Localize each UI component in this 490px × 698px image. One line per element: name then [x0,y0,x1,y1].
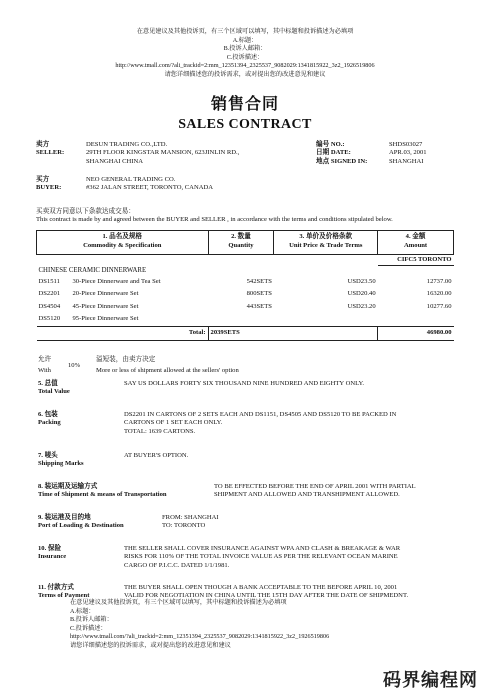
contract-no-label: 编号 NO.: [316,141,345,148]
agreement-text [36,208,466,225]
item-qty: 542SETS [246,277,272,285]
contract-meta-labels [316,141,386,166]
total-row [37,327,454,341]
seller-label-cn: 卖方 [36,141,50,148]
notice-line: A.标题： [232,36,258,44]
seller-address: 29TH FLOOR KINGSTAR MANSION, 623JINLIN RD., [86,149,240,157]
allowance-label [38,356,68,376]
seller-label-en: SELLER: [36,149,65,157]
seller-details [86,141,286,166]
clause-label: 10. 保险 Insurance [38,545,67,561]
category-row [37,266,454,276]
item-code: DS2201 [38,290,61,298]
item-qty: 443SETS [246,302,272,310]
total-qty: 2039SETS [208,327,274,341]
table-row [37,313,454,326]
price-term: CIFC5 TORONTO [378,255,454,266]
table-row [37,288,454,301]
item-code: DS4504 [38,302,61,310]
price-term-row [37,255,454,266]
allowance-label-cn: 允许 [38,356,52,363]
item-price: USD20.40 [347,290,376,298]
clause-text: TO BE EFFECTED BEFORE THE END OF APRIL 2001 WITH PARTIAL SHIPMENT AND ALLOWED AND TRANSHIPMENT ALLOWED. [214,483,416,499]
notice-line: A.标题： [70,607,95,615]
category: CHINESE CERAMIC DINNERWARE [38,266,147,274]
table-row [37,301,454,314]
clause-text: SAY US DOLLARS FORTY SIX THOUSAND NINE HUNDRED AND EIGHTY ONLY. [124,380,365,387]
notice-line: 在意见建议及其他投诉页，有三个区域可以填写，其中标题和投诉描述为必填项 [136,28,354,35]
contract-date: APR.03, 2001 [389,149,427,157]
notice-line: C.投诉描述： [226,53,264,61]
notice-line: B.投诉人邮箱： [70,616,113,624]
allowance-text-en: More or less of shipment allowed at the sellers' option [96,367,239,375]
goods-table [36,230,454,341]
item-desc: 20-Piece Dinnerware Set [72,290,139,298]
clause-text: DS2201 IN CARTONS OF 2 SETS EACH AND DS1151, DS4505 AND DS5120 TO BE PACKED IN CARTONS OF 1 SET EACH ONLY. TOTAL: 1639 CARTONS. [124,411,397,435]
clause-label: 11. 付款方式 Terms of Payment [38,584,90,600]
allowance-label-en: With [38,367,51,375]
agreement-cn: 买卖双方同意以下条款达成交易： [36,208,135,215]
clause-text: FROM: SHANGHAI TO: TORONTO [162,514,219,530]
item-desc: 30-Piece Dinnerware and Tea Set [72,277,161,285]
item-price [274,313,378,326]
buyer-label-en: BUYER: [36,184,62,192]
header-amount: 4. 金额 Amount [378,231,454,255]
clause-text: THE SELLER SHALL COVER INSURANCE AGAINST WPA AND CLASH & BREAKAGE & WAR RISKS FOR 110% OF THE TOTAL INVOICE VALUE AS PER THE RELEVANT OCEAN MARINE CARGO OF P.I.C.C. DATED 1/1/1981. [124,545,401,569]
table-header-row [37,231,454,255]
notice-link[interactable]: http://www.tmall.com/?ali_trackid=2:mm_12351394_2325537_9082029:1341815922_3z2_1926519806 [115,62,375,70]
title-chinese: 销售合同 [210,94,279,113]
item-amount [378,313,454,326]
item-code: DS1511 [38,277,60,285]
clause-label: 7. 唛头 Shipping Marks [38,452,84,468]
item-amount: 16320.00 [426,290,452,298]
buyer-name: NEO GENERAL TRADING CO. [86,176,176,183]
contract-place: SHANGHAI [389,157,424,165]
buyer-details [86,176,306,193]
contract-place-label: 地点 SIGNED IN: [316,157,368,165]
notice-line: 请您详细描述您的投诉需求，或对提出您的改进意见和建议 [70,641,231,649]
buyer-label-cn: 买方 [36,176,50,183]
total-amount: 46980.00 [378,327,454,341]
seller-name: DESUN TRADING CO.,LTD. [86,141,168,148]
notice-line: B.投诉人邮箱： [223,45,267,53]
item-desc: 95-Piece Dinnerware Set [72,315,139,323]
seller-address: SHANGHAI CHINA [86,157,143,165]
item-price: USD23.50 [347,277,376,285]
item-amount: 12737.00 [426,277,452,285]
allowance-percent: 10% [68,362,81,369]
complaint-notice-bottom [70,599,329,651]
clause-label: 8. 装运期及运输方式 Time of Shipment & means of Transportation [38,483,167,499]
clause-label: 5. 总值 Total Value [38,380,70,396]
total-label: Total: [37,327,209,341]
header-unit-price: 3. 单价及价格条款 Unit Price & Trade Terms [274,231,378,255]
notice-line: 在意见建议及其他投诉页，有三个区域可以填写，其中标题和投诉描述为必填项 [70,599,287,606]
notice-line: C.投诉描述： [70,624,107,632]
contract-date-label: 日期 DATE: [316,149,351,157]
allowance-text [96,356,396,376]
contract-meta-values [389,141,469,166]
site-watermark: 码界编程网 [383,670,478,691]
clause-text: THE BUYER SHALL OPEN THOUGH A BANK ACCEPTABLE TO THE BEFORE APRIL 10, 2001 VALID FOR NEGOTIATION IN CHINA UNTIL THE 15TH DAY AFTER THE DATE OF SHIPMEDNT. [124,584,409,600]
notice-line: 请您详细描述您的投诉需求，或对提出您的改进意见和建议 [164,70,326,78]
header-quantity: 2. 数量 Quantity [208,231,274,255]
clause-text: AT BUYER'S OPTION. [124,452,189,459]
clause-label: 9. 装运港及目的地 Port of Loading & Destination [38,514,124,530]
notice-link[interactable]: http://www.tmall.com/?ali_trackid=2:mm_12351394_2325537_9082029:1341815922_3z2_1926519806 [70,633,330,641]
agreement-en: This contract is made by and agreed between the BUYER and SELLER , in accordance with the terms and conditions stipulated below. [36,216,393,224]
complaint-notice-top [0,28,490,80]
item-qty: 800SETS [246,290,272,298]
table-row [37,276,454,289]
item-price: USD23.20 [347,302,376,310]
title-english: SALES CONTRACT [178,117,312,132]
clause-label: 6. 包装 Packing [38,411,61,427]
buyer-address: #362 JALAN STREET, TORONTO, CANADA [86,184,213,192]
item-amount: 10277.60 [426,302,452,310]
item-qty [208,313,274,326]
item-code: DS5120 [38,315,61,323]
contract-no: SHDS03027 [389,141,423,148]
header-commodity: 1. 品名及规格 Commodity & Specification [37,231,209,255]
item-desc: 45-Piece Dinnerware Set [72,302,139,310]
allowance-text-cn: 溢短装，由卖方决定 [96,356,156,363]
